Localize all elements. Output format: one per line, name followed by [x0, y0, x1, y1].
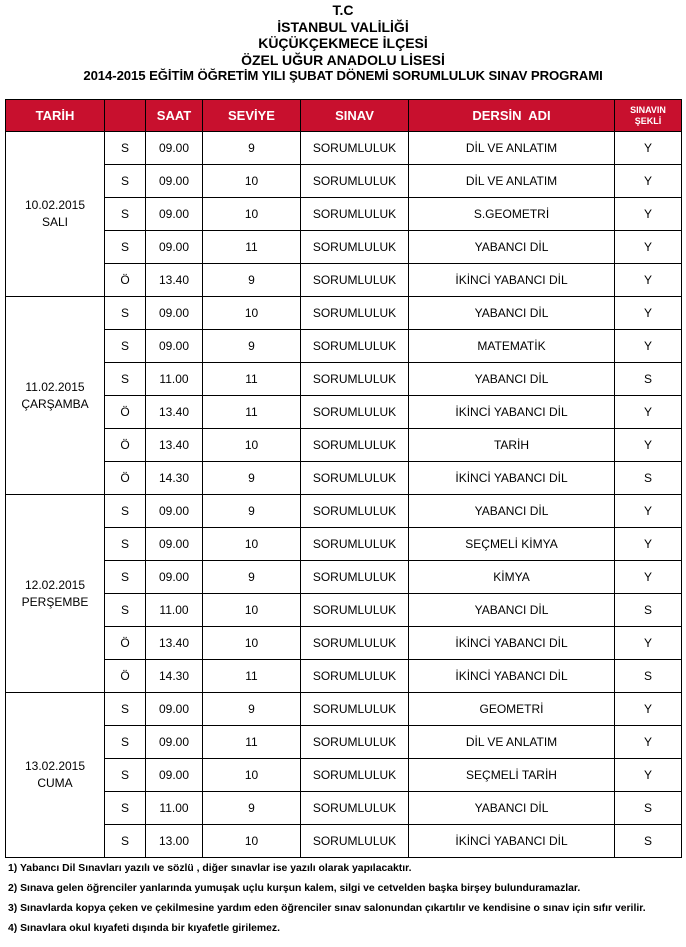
ders-cell: İKİNCİ YABANCI DİL	[409, 264, 615, 297]
col-header-sekli-line1: SINAVIN	[630, 104, 666, 115]
seviye-cell: 11	[203, 396, 301, 429]
col-header-saat: SAAT	[146, 100, 203, 132]
note-item: 2) Sınava gelen öğrenciler yanlarında yumuşak uçlu kurşun kalem, silgi ve cetvelden başka birşey bulunduramazlar.	[8, 883, 581, 894]
table-row	[6, 264, 682, 297]
day-name: ÇARŞAMBA	[21, 396, 89, 411]
saat-cell: 14.30	[146, 462, 203, 495]
note-item: 3) Sınavlarda kopya çeken ve çekilmesine yardım eden öğrenciler sınav salonundan çıkartılır ve kendisine o sınav için sıfır verilir.	[8, 903, 646, 914]
sekli-cell: Y	[615, 429, 682, 462]
saat-cell: 09.00	[146, 330, 203, 363]
sekli-cell: Y	[615, 495, 682, 528]
sekli-cell: Y	[615, 726, 682, 759]
header-line-3: KÜÇÜKÇEKMECE İLÇESİ	[258, 35, 428, 51]
code-cell: S	[105, 165, 146, 198]
date-value: 11.02.2015	[25, 379, 85, 394]
code-cell: Ö	[105, 660, 146, 693]
ders-cell: DİL VE ANLATIM	[409, 165, 615, 198]
saat-cell: 09.00	[146, 759, 203, 792]
day-name: CUMA	[37, 776, 73, 790]
saat-cell: 09.00	[146, 726, 203, 759]
sekli-cell: Y	[615, 627, 682, 660]
sekli-cell: Y	[615, 132, 682, 165]
table-row	[6, 594, 682, 627]
sekli-cell: Y	[615, 297, 682, 330]
seviye-cell: 10	[203, 594, 301, 627]
table-row	[6, 297, 682, 330]
col-header-sekli	[615, 100, 682, 132]
seviye-cell: 9	[203, 792, 301, 825]
seviye-cell: 11	[203, 363, 301, 396]
saat-cell: 09.00	[146, 165, 203, 198]
table-row	[6, 759, 682, 792]
seviye-cell: 11	[203, 231, 301, 264]
table-row	[6, 429, 682, 462]
sinav-cell: SORUMLULUK	[301, 561, 409, 594]
table-row	[6, 660, 682, 693]
sinav-cell: SORUMLULUK	[301, 429, 409, 462]
table-row	[6, 231, 682, 264]
sinav-cell: SORUMLULUK	[301, 198, 409, 231]
sekli-cell: S	[615, 594, 682, 627]
table-row	[6, 825, 682, 858]
sinav-cell: SORUMLULUK	[301, 297, 409, 330]
code-cell: S	[105, 792, 146, 825]
sinav-cell: SORUMLULUK	[301, 594, 409, 627]
table-row	[6, 495, 682, 528]
ders-cell: YABANCI DİL	[409, 297, 615, 330]
ders-cell: SEÇMELİ KİMYA	[409, 528, 615, 561]
table-row	[6, 363, 682, 396]
saat-cell: 09.00	[146, 231, 203, 264]
col-header-ders: DERSİN ADI	[409, 100, 615, 132]
sinav-cell: SORUMLULUK	[301, 462, 409, 495]
code-cell: S	[105, 726, 146, 759]
table-row	[6, 198, 682, 231]
ders-cell: YABANCI DİL	[409, 495, 615, 528]
sinav-cell: SORUMLULUK	[301, 363, 409, 396]
sinav-cell: SORUMLULUK	[301, 792, 409, 825]
sinav-cell: SORUMLULUK	[301, 759, 409, 792]
saat-cell: 13.40	[146, 396, 203, 429]
date-value: 13.02.2015	[24, 759, 86, 773]
table-row	[6, 561, 682, 594]
date-cell	[6, 693, 105, 858]
ders-cell: KİMYA	[409, 561, 615, 594]
saat-cell: 11.00	[146, 792, 203, 825]
sinav-cell: SORUMLULUK	[301, 396, 409, 429]
sinav-cell: SORUMLULUK	[301, 660, 409, 693]
table-row	[6, 132, 682, 165]
seviye-cell: 10	[203, 165, 301, 198]
seviye-cell: 9	[203, 132, 301, 165]
seviye-cell: 11	[203, 660, 301, 693]
code-cell: S	[105, 363, 146, 396]
code-cell: S	[105, 594, 146, 627]
ders-cell: İKİNCİ YABANCI DİL	[409, 660, 615, 693]
code-cell: Ö	[105, 462, 146, 495]
table-row	[6, 726, 682, 759]
ders-cell: YABANCI DİL	[409, 594, 615, 627]
seviye-cell: 10	[203, 528, 301, 561]
saat-cell: 13.40	[146, 429, 203, 462]
sekli-cell: Y	[615, 693, 682, 726]
table-row	[6, 627, 682, 660]
seviye-cell: 9	[203, 495, 301, 528]
saat-cell: 13.00	[146, 825, 203, 858]
sekli-cell: Y	[615, 165, 682, 198]
col-header-tarih: TARİH	[6, 100, 105, 132]
seviye-cell: 9	[203, 561, 301, 594]
saat-cell: 13.40	[146, 627, 203, 660]
table-row	[6, 396, 682, 429]
seviye-cell: 10	[203, 297, 301, 330]
code-cell: S	[105, 198, 146, 231]
code-cell: Ö	[105, 264, 146, 297]
code-cell: Ö	[105, 429, 146, 462]
code-cell: S	[105, 825, 146, 858]
ders-cell: İKİNCİ YABANCI DİL	[409, 396, 615, 429]
date-cell	[6, 132, 105, 297]
seviye-cell: 10	[203, 198, 301, 231]
saat-cell: 09.00	[146, 528, 203, 561]
sekli-cell: Y	[615, 264, 682, 297]
seviye-cell: 9	[203, 330, 301, 363]
saat-cell: 09.00	[146, 561, 203, 594]
saat-cell: 13.40	[146, 264, 203, 297]
sinav-cell: SORUMLULUK	[301, 495, 409, 528]
ders-cell: YABANCI DİL	[409, 792, 615, 825]
sinav-cell: SORUMLULUK	[301, 693, 409, 726]
code-cell: S	[105, 528, 146, 561]
table-header-row	[6, 100, 682, 132]
day-name: SALI	[41, 215, 68, 229]
sekli-cell: Y	[615, 528, 682, 561]
note-item: 1) Yabancı Dil Sınavları yazılı ve sözlü , diğer sınavlar ise yazılı olarak yapılacaktır.	[8, 863, 412, 874]
ders-cell: DİL VE ANLATIM	[409, 132, 615, 165]
code-cell: S	[105, 231, 146, 264]
table-row	[6, 693, 682, 726]
saat-cell: 11.00	[146, 594, 203, 627]
table-body	[6, 132, 682, 858]
code-cell: S	[105, 561, 146, 594]
col-header-seviye: SEVİYE	[203, 100, 301, 132]
sekli-cell: Y	[615, 759, 682, 792]
saat-cell: 09.00	[146, 132, 203, 165]
table-row	[6, 792, 682, 825]
sekli-cell: Y	[615, 231, 682, 264]
ders-cell: İKİNCİ YABANCI DİL	[409, 462, 615, 495]
ders-cell: SEÇMELİ TARİH	[409, 759, 615, 792]
sekli-cell: S	[615, 462, 682, 495]
sinav-cell: SORUMLULUK	[301, 231, 409, 264]
ders-cell: YABANCI DİL	[409, 231, 615, 264]
date-cell	[6, 495, 105, 693]
date-value: 12.02.2015	[24, 577, 86, 592]
saat-cell: 09.00	[146, 495, 203, 528]
sinav-cell: SORUMLULUK	[301, 165, 409, 198]
code-cell: Ö	[105, 627, 146, 660]
header-line-5: 2014-2015 EĞİTİM ÖĞRETİM YILI ŞUBAT DÖNEMİ SORUMLULUK SINAV PROGRAMI	[83, 68, 603, 83]
sekli-cell: Y	[615, 330, 682, 363]
exam-schedule-table	[5, 99, 682, 858]
date-cell	[6, 297, 105, 495]
sekli-cell: S	[615, 363, 682, 396]
saat-cell: 14.30	[146, 660, 203, 693]
ders-cell: YABANCI DİL	[409, 363, 615, 396]
seviye-cell: 9	[203, 462, 301, 495]
col-header-blank	[105, 100, 146, 132]
document-header	[0, 0, 686, 85]
sekli-cell: Y	[615, 198, 682, 231]
code-cell: S	[105, 330, 146, 363]
sinav-cell: SORUMLULUK	[301, 264, 409, 297]
table-row	[6, 462, 682, 495]
sekli-cell: Y	[615, 396, 682, 429]
sinav-cell: SORUMLULUK	[301, 627, 409, 660]
code-cell: Ö	[105, 396, 146, 429]
code-cell: S	[105, 495, 146, 528]
code-cell: S	[105, 759, 146, 792]
sekli-cell: S	[615, 792, 682, 825]
code-cell: S	[105, 693, 146, 726]
saat-cell: 11.00	[146, 363, 203, 396]
header-line-1: T.C	[332, 2, 354, 18]
notes-section	[8, 862, 646, 942]
sekli-cell: S	[615, 825, 682, 858]
col-header-sinav: SINAV	[301, 100, 409, 132]
seviye-cell: 10	[203, 759, 301, 792]
ders-cell: DİL VE ANLATIM	[409, 726, 615, 759]
note-item: 4) Sınavlara okul kıyafeti dışında bir kıyafetle girilemez.	[8, 923, 280, 934]
ders-cell: GEOMETRİ	[409, 693, 615, 726]
seviye-cell: 9	[203, 264, 301, 297]
sinav-cell: SORUMLULUK	[301, 330, 409, 363]
table-row	[6, 330, 682, 363]
sinav-cell: SORUMLULUK	[301, 132, 409, 165]
code-cell: S	[105, 297, 146, 330]
ders-cell: MATEMATİK	[409, 330, 615, 363]
table-row	[6, 165, 682, 198]
seviye-cell: 9	[203, 693, 301, 726]
seviye-cell: 10	[203, 429, 301, 462]
seviye-cell: 10	[203, 627, 301, 660]
table-row	[6, 528, 682, 561]
sekli-cell: Y	[615, 561, 682, 594]
ders-cell: TARİH	[409, 429, 615, 462]
sinav-cell: SORUMLULUK	[301, 825, 409, 858]
sekli-cell: S	[615, 660, 682, 693]
seviye-cell: 11	[203, 726, 301, 759]
saat-cell: 09.00	[146, 297, 203, 330]
sinav-cell: SORUMLULUK	[301, 726, 409, 759]
ders-cell: İKİNCİ YABANCI DİL	[409, 825, 615, 858]
ders-cell: İKİNCİ YABANCI DİL	[409, 627, 615, 660]
saat-cell: 09.00	[146, 693, 203, 726]
seviye-cell: 10	[203, 825, 301, 858]
sinav-cell: SORUMLULUK	[301, 528, 409, 561]
col-header-sekli-line2: ŞEKLİ	[634, 115, 662, 126]
header-line-2: İSTANBUL VALİLİĞİ	[277, 18, 409, 35]
code-cell: S	[105, 132, 146, 165]
day-name: PERŞEMBE	[21, 594, 89, 609]
saat-cell: 09.00	[146, 198, 203, 231]
ders-cell: S.GEOMETRİ	[409, 198, 615, 231]
header-line-4: ÖZEL UĞUR ANADOLU LİSESİ	[241, 51, 445, 68]
date-value: 10.02.2015	[24, 198, 86, 212]
